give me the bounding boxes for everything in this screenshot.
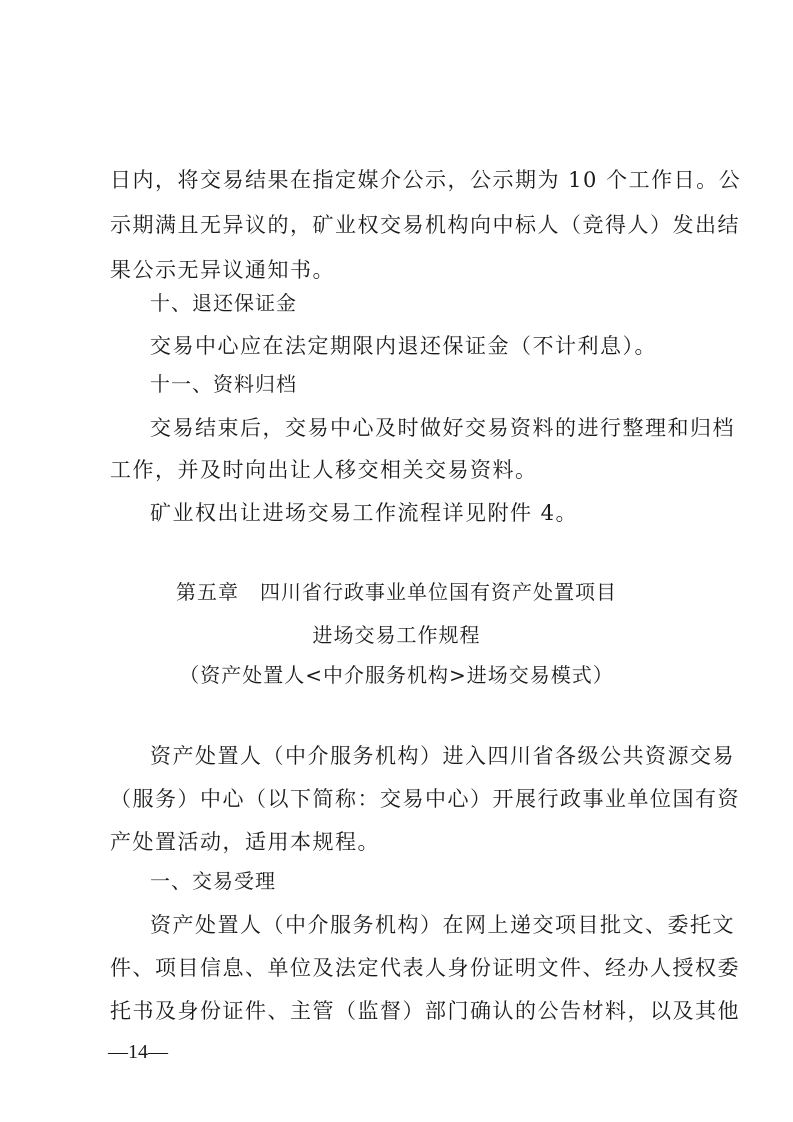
paragraph-line: 果公示无异议通知书。 [110, 258, 335, 282]
paragraph-line: 日内，将交易结果在指定媒介公示，公示期为 10 个工作日。公 [110, 168, 742, 192]
paragraph-line: 交易中心应在法定期限内退还保证金（不计利息）。 [150, 334, 657, 358]
paragraph-line: 件、项目信息、单位及法定代表人身份证明文件、经办人授权委 [110, 956, 740, 980]
paragraph-line: 示期满且无异议的，矿业权交易机构向中标人（竞得人）发出结 [110, 213, 740, 237]
paragraph-line: 交易结束后，交易中心及时做好交易资料的进行整理和归档 [150, 416, 735, 440]
chapter-title-line-1: 第五章 四川省行政事业单位国有资产处置项目 [176, 580, 617, 604]
paragraph-line: 资产处置人（中介服务机构）进入四川省各级公共资源交易 [150, 744, 735, 768]
chapter-subtitle: （资产处置人<中介服务机构>进场交易模式） [179, 663, 614, 687]
paragraph-line: 工作，并及时向出让人移交相关交易资料。 [110, 458, 538, 482]
paragraph-line: 产处置活动，适用本规程。 [110, 830, 380, 854]
paragraph-line: （服务）中心（以下简称：交易中心）开展行政事业单位国有资 [110, 787, 740, 811]
paragraph-line: 矿业权出让进场交易工作流程详见附件 4。 [150, 501, 579, 525]
section-heading-11: 十一、资料归档 [150, 372, 297, 396]
section-heading-10: 十、退还保证金 [150, 291, 297, 315]
page-number: —14— [108, 1041, 168, 1063]
paragraph-line: 资产处置人（中介服务机构）在网上递交项目批文、委托文 [150, 913, 735, 937]
section-heading-1: 一、交易受理 [150, 869, 276, 893]
chapter-title-line-2: 进场交易工作规程 [312, 623, 481, 647]
paragraph-line: 托书及身份证件、主管（监督）部门确认的公告材料，以及其他 [110, 999, 740, 1023]
